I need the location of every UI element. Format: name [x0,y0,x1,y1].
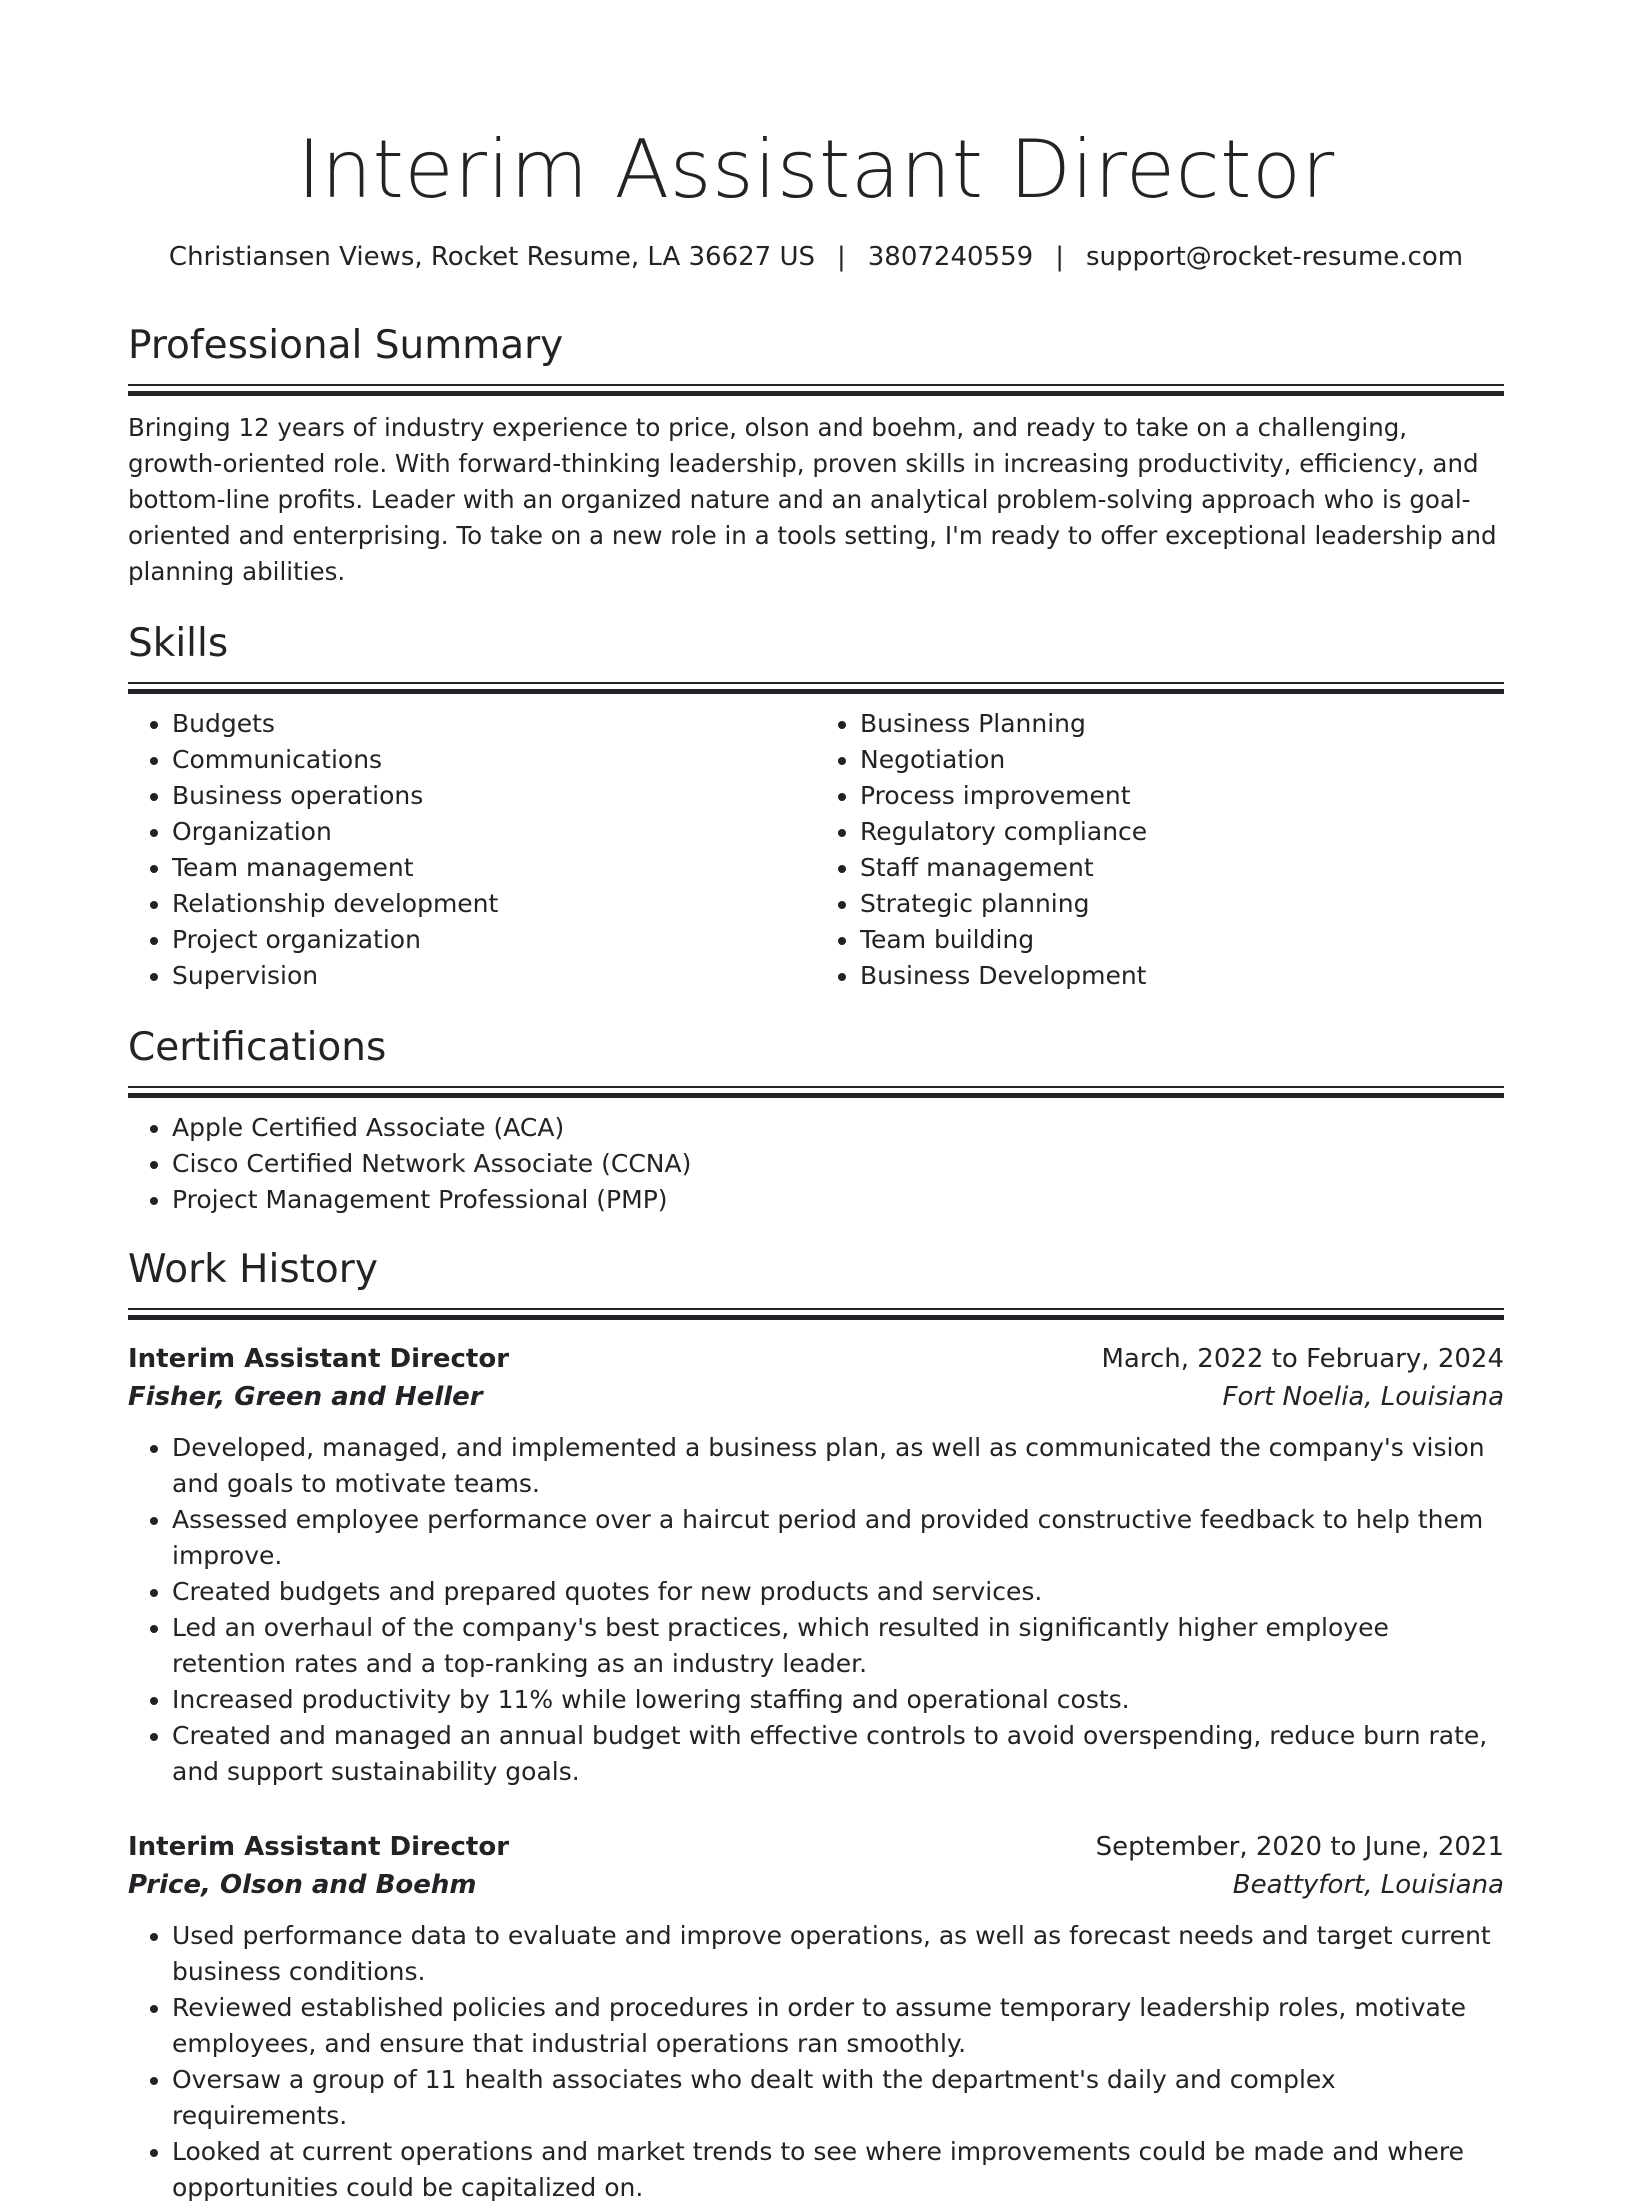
skill-item: • Staff management [860,850,1504,886]
skill-item: • Communications [172,742,816,778]
section-title: Professional Summary [128,323,564,368]
section-title: Skills [128,621,229,666]
skill-item: • Strategic planning [860,886,1504,922]
candidate-name: Interim Assistant Director [297,123,1335,216]
job-bullet: • Increased productivity by 11% while lowering staffing and operational costs. [172,1682,1504,1718]
job-company: Price, Olson and Boehm [128,1870,477,1900]
skill-item: • Project organization [172,922,816,958]
job-header [128,1340,1504,1378]
job-bullets [128,1918,1504,2206]
job-title: Interim Assistant Director [128,1344,510,1374]
certifications-section [128,1024,1504,1218]
skill-item: • Relationship development [172,886,816,922]
job-bullet: • Led an overhaul of the company's best practices, which resulted in significantly higher employee retention rates and a top-ranking as an industry leader. [172,1610,1504,1682]
job-subheader [128,1378,1504,1416]
skill-item: • Budgets [172,706,816,742]
job-location: Fort Noelia, Louisiana [1222,1382,1504,1412]
skill-item: • Business Planning [860,706,1504,742]
job-bullet: • Reviewed established policies and procedures in order to assume temporary leadership roles, motivate employees, and ensure that industrial operations ran smoothly. [172,1990,1504,2062]
section-title: Certifications [128,1025,387,1070]
section-divider [128,1308,1504,1320]
contact-address: Christiansen Views, Rocket Resume, LA 36627 US [168,242,815,272]
skill-item: • Team management [172,850,816,886]
job-title: Interim Assistant Director [128,1832,510,1862]
job-dates: March, 2022 to February, 2024 [1101,1344,1504,1374]
job-company: Fisher, Green and Heller [128,1382,483,1412]
skills-section [128,620,1504,994]
certifications-list [128,1110,1504,1218]
skill-item: • Regulatory compliance [860,814,1504,850]
contact-separator: | [837,242,846,272]
skill-item: • Process improvement [860,778,1504,814]
job-subheader [128,1866,1504,1904]
work-history-section [128,1246,1504,2206]
skill-item: • Business operations [172,778,816,814]
section-title: Work History [128,1247,378,1292]
job-bullet: • Oversaw a group of 11 health associates who dealt with the department's daily and complex requirements. [172,2062,1504,2134]
skills-list-right [816,706,1504,994]
job-bullet: • Used performance data to evaluate and improve operations, as well as forecast needs and target current business conditions. [172,1918,1504,1990]
job-entry [128,1828,1504,2206]
section-divider [128,1086,1504,1098]
job-bullet: • Looked at current operations and market trends to see where improvements could be made and where opportunities could be capitalized on. [172,2134,1504,2206]
certification-item: • Cisco Certified Network Associate (CCNA) [172,1146,1504,1182]
skills-grid [128,694,1504,994]
skill-item: • Team building [860,922,1504,958]
contact-email[interactable]: support@rocket-resume.com [1085,242,1464,272]
job-bullet: • Created budgets and prepared quotes for new products and services. [172,1574,1504,1610]
skills-list-left [128,706,816,994]
job-bullet: • Created and managed an annual budget with effective controls to avoid overspending, reduce burn rate, and support sustainability goals. [172,1718,1504,1790]
job-bullet: • Assessed employee performance over a haircut period and provided constructive feedback to help them improve. [172,1502,1504,1574]
job-location: Beattyfort, Louisiana [1232,1870,1504,1900]
certification-item: • Project Management Professional (PMP) [172,1182,1504,1218]
contact-separator: | [1055,242,1064,272]
skill-item: • Business Development [860,958,1504,994]
job-bullets [128,1430,1504,1790]
contact-line [128,240,1504,274]
job-dates: September, 2020 to June, 2021 [1095,1832,1504,1862]
certification-item: • Apple Certified Associate (ACA) [172,1110,1504,1146]
professional-summary-section [128,322,1504,590]
skill-item: • Negotiation [860,742,1504,778]
job-bullet: • Developed, managed, and implemented a business plan, as well as communicated the company's vision and goals to motivate teams. [172,1430,1504,1502]
section-divider [128,384,1504,396]
section-divider [128,682,1504,694]
job-header [128,1828,1504,1866]
job-entry [128,1340,1504,1790]
summary-text: Bringing 12 years of industry experience to price, olson and boehm, and ready to take on a challenging, growth-oriented role. With forward-thinking leadership, proven skills in increasing productivity, efficiency, and bottom-line profits. Leader with an organized nature and an analytical problem-solving approach who is goal-oriented and enterprising. To take on a new role in a tools setting, I'm ready to offer exceptional leadership and planning abilities. [128,413,1497,586]
skill-item: • Supervision [172,958,816,994]
contact-phone: 3807240559 [867,242,1034,272]
skill-item: • Organization [172,814,816,850]
